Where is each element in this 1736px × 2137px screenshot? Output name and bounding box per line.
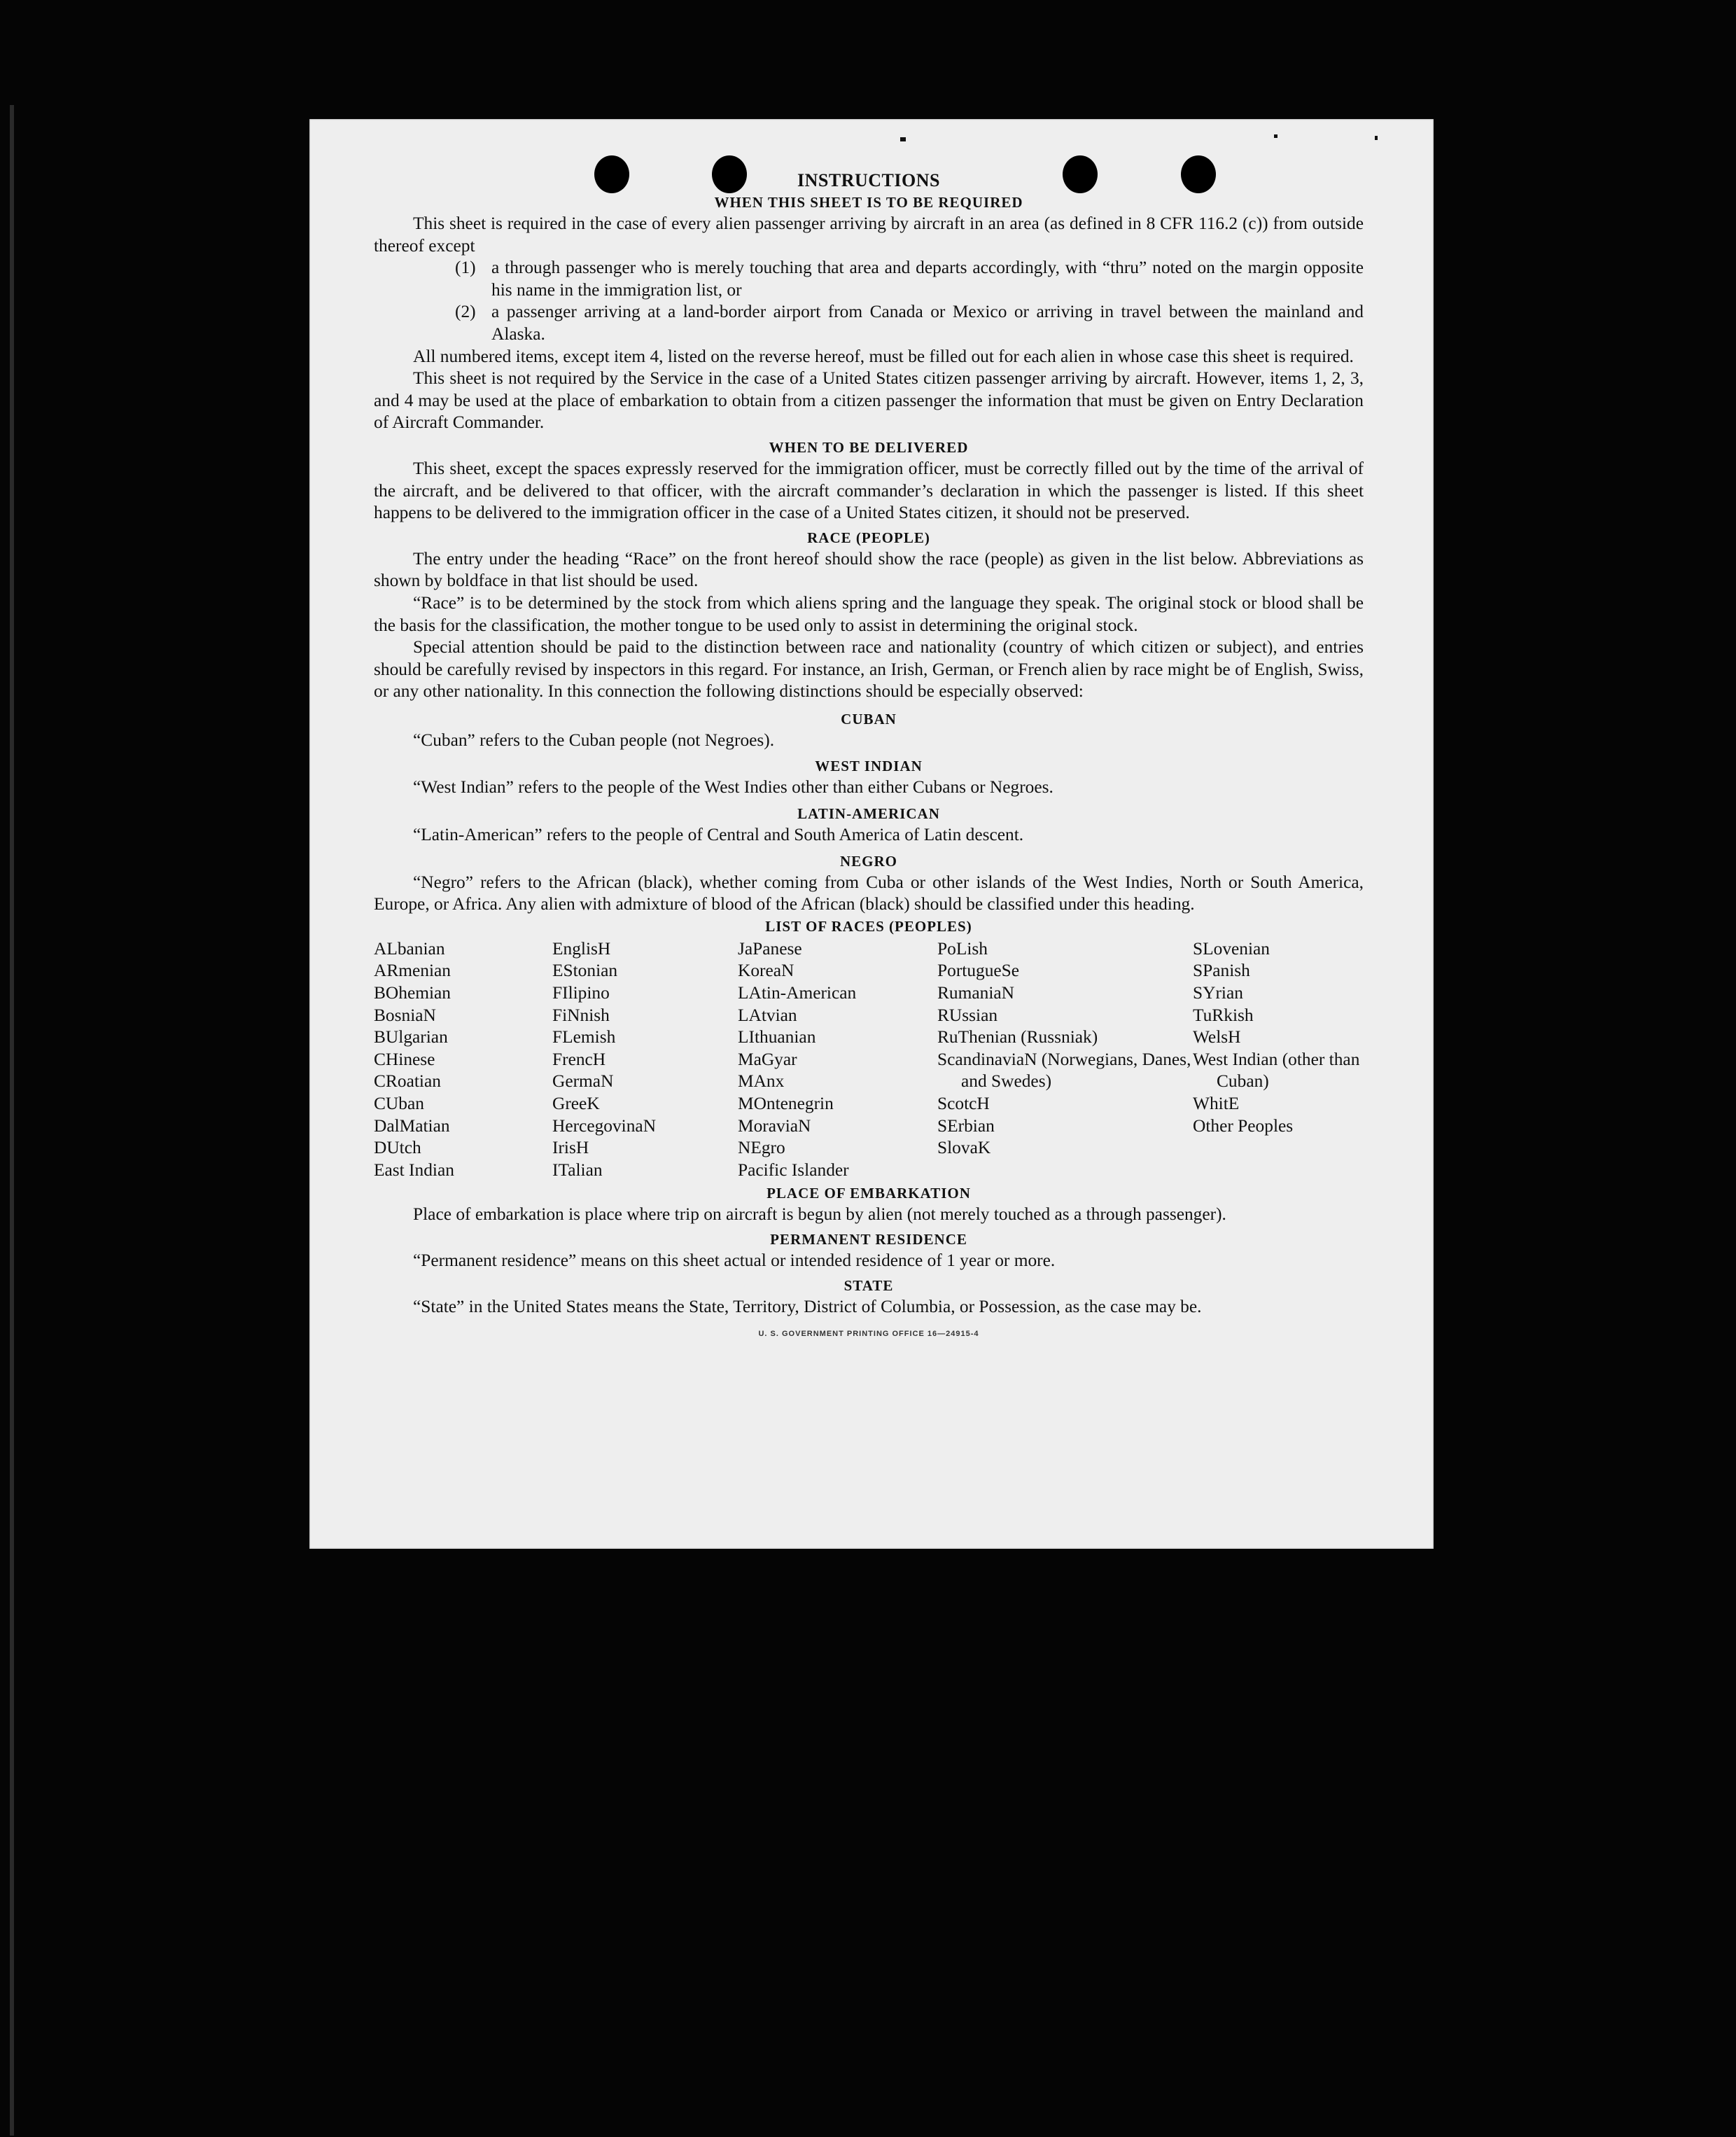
race-item: RumaniaN xyxy=(937,983,1015,1003)
race-item: EStonian xyxy=(552,961,618,981)
race-item: LIthuanian xyxy=(738,1027,816,1047)
race-item: MoraviaN xyxy=(738,1115,811,1136)
race-item: IrisH xyxy=(552,1138,589,1158)
race-item: FLemish xyxy=(552,1027,616,1047)
paragraph: “West Indian” refers to the people of the West Indies other than either Cubans or Negroes. xyxy=(413,777,1054,798)
race-item: JaPanese xyxy=(738,938,802,959)
race-item: BOhemian xyxy=(374,983,451,1003)
race-item: SlovaK xyxy=(937,1138,991,1158)
section-heading: RACE (PEOPLE) xyxy=(807,529,930,546)
race-item: ARmenian xyxy=(374,961,451,981)
race-item: CHinese xyxy=(374,1049,435,1069)
paragraph: Place of embarkation is place where trip on aircraft is begun by alien (not merely touched as a through passenger). xyxy=(413,1204,1226,1225)
section-heading: LIST OF RACES (PEOPLES) xyxy=(765,917,972,935)
paragraph: “Cuban” refers to the Cuban people (not Negroes). xyxy=(413,730,775,750)
instructions-body xyxy=(374,169,1364,1346)
race-item: LAtvian xyxy=(738,1005,797,1025)
section-heading: WHEN THIS SHEET IS TO BE REQUIRED xyxy=(714,194,1023,211)
race-item: FiNnish xyxy=(552,1005,610,1025)
race-item: GreeK xyxy=(552,1094,600,1113)
exception-item: (1) a through passenger who is merely touching that area and departs accordingly, with “thru” noted on the margin opposite his name in the immigration list, or xyxy=(455,258,1364,300)
race-item: Pacific Islander xyxy=(738,1160,849,1180)
races-column xyxy=(738,938,937,1182)
race-item: GermaN xyxy=(552,1071,614,1092)
race-item: WelsH xyxy=(1193,1027,1241,1047)
race-item: MaGyar xyxy=(738,1049,797,1069)
paragraph: “Permanent residence” means on this sheet actual or intended residence of 1 year or more. xyxy=(413,1250,1056,1270)
race-item: ScandinaviaN (Norwegians, Danes, and Swedes) xyxy=(937,1049,1191,1092)
paragraph: “Race” is to be determined by the stock from which aliens spring and the language they speak. The original stock or blood shall be the basis for the classification, the mother tongue to be used only to assist in determining the original stock. xyxy=(374,592,1364,635)
race-item: BUlgarian xyxy=(374,1027,448,1047)
race-item: EnglisH xyxy=(552,938,611,959)
speck xyxy=(1274,134,1278,138)
race-item: PoLish xyxy=(937,938,988,959)
race-item: DUtch xyxy=(374,1138,421,1158)
races-column xyxy=(937,938,1193,1182)
race-item: CUban xyxy=(374,1094,424,1113)
paragraph: This sheet is required in the case of every alien passenger arriving by aircraft in an area (as defined in 8 CFR 116.2 (c)) from outside thereof except xyxy=(374,214,1364,256)
race-item: SYrian xyxy=(1193,983,1243,1003)
race-item: MAnx xyxy=(738,1071,785,1092)
race-item: ScotcH xyxy=(937,1094,990,1113)
section-heading: STATE xyxy=(844,1276,894,1294)
paragraph: Special attention should be paid to the distinction between race and nationality (country of which citizen or subject), and entries should be carefully revised by inspectors in this regard. For instance, an Irish, German, or French alien by race might be of English, Swiss, or any other nationality. In this connection the following distinctions should be especially observed: xyxy=(374,637,1364,702)
paragraph: This sheet, except the spaces expressly reserved for the immigration officer, must be correctly filled out by the time of the arrival of the aircraft, and be delivered to that officer, with the aircraft commander’s declaration in which the passenger is listed. If this sheet happens to be delivered to the immigration officer in the case of a United States citizen, it should not be preserved. xyxy=(374,458,1364,523)
section-heading: PLACE OF EMBARKATION xyxy=(766,1185,971,1202)
race-item: KoreaN xyxy=(738,961,794,981)
race-item: BosniaN xyxy=(374,1005,436,1025)
race-item: TuRkish xyxy=(1193,1005,1254,1025)
section-heading: PERMANENT RESIDENCE xyxy=(770,1230,967,1248)
paragraph: All numbered items, except item 4, listed on the reverse hereof, must be filled out for each alien in whose case this sheet is required. xyxy=(413,346,1354,366)
section-heading: LATIN-AMERICAN xyxy=(797,805,940,823)
film-edge xyxy=(10,105,14,2136)
paragraph: “State” in the United States means the State, Territory, District of Columbia, or Possession, as the case may be. xyxy=(413,1296,1202,1316)
printer-footer: U. S. GOVERNMENT PRINTING OFFICE 16—24915-4 xyxy=(758,1330,979,1339)
races-column xyxy=(1193,938,1364,1182)
page-title: INSTRUCTIONS xyxy=(797,170,940,190)
race-item: West Indian (other than Cuban) xyxy=(1193,1049,1360,1092)
race-item: RUssian xyxy=(937,1005,998,1025)
race-item: NEgro xyxy=(738,1138,785,1158)
race-item: SErbian xyxy=(937,1115,995,1136)
race-item: SLovenian xyxy=(1193,938,1270,959)
race-item: LAtin-American xyxy=(738,983,857,1003)
race-item: PortugueSe xyxy=(937,961,1020,981)
race-item: SPanish xyxy=(1193,961,1250,981)
speck xyxy=(1375,136,1378,140)
race-item: RuThenian (Russniak) xyxy=(937,1027,1098,1047)
races-column xyxy=(552,938,738,1182)
exception-item: (2) a passenger arriving at a land-border airport from Canada or Mexico or arriving in travel between the mainland and Alaska. xyxy=(455,302,1364,344)
races-list xyxy=(374,938,1364,1182)
races-column xyxy=(374,938,552,1182)
section-heading: CUBAN xyxy=(841,710,897,728)
race-item: FrencH xyxy=(552,1049,606,1069)
race-item: ALbanian xyxy=(374,938,445,959)
speck xyxy=(900,137,906,141)
race-item: MOntenegrin xyxy=(738,1094,834,1113)
race-item: Other Peoples xyxy=(1193,1115,1294,1136)
document-page xyxy=(309,119,1434,1549)
paragraph: This sheet is not required by the Service in the case of a United States citizen passenger arriving by aircraft. However, items 1, 2, 3, and 4 may be used at the place of embarkation to obtain from a citizen passenger the information that must be given on Entry Declaration of Aircraft Commander. xyxy=(374,368,1364,433)
race-item: CRoatian xyxy=(374,1071,441,1092)
section-heading: NEGRO xyxy=(839,852,897,870)
race-item: WhitE xyxy=(1193,1094,1240,1113)
race-item: HercegovinaN xyxy=(552,1115,657,1136)
paragraph: “Negro” refers to the African (black), whether coming from Cuba or other islands of the West Indies, North or South America, Europe, or Africa. Any alien with admixture of blood of the African (black) should be classified under this heading. xyxy=(374,872,1364,914)
paragraph: “Latin-American” refers to the people of Central and South America of Latin descent. xyxy=(413,825,1024,845)
race-item: DalMatian xyxy=(374,1115,450,1136)
race-item: FIlipino xyxy=(552,983,610,1003)
paragraph: The entry under the heading “Race” on the front hereof should show the race (people) as given in the list below. Abbreviations as shown by boldface in that list should be used. xyxy=(374,548,1364,591)
section-heading: WEST INDIAN xyxy=(815,758,923,775)
race-item: East Indian xyxy=(374,1160,454,1180)
race-item: ITalian xyxy=(552,1160,603,1180)
section-heading: WHEN TO BE DELIVERED xyxy=(769,438,969,456)
